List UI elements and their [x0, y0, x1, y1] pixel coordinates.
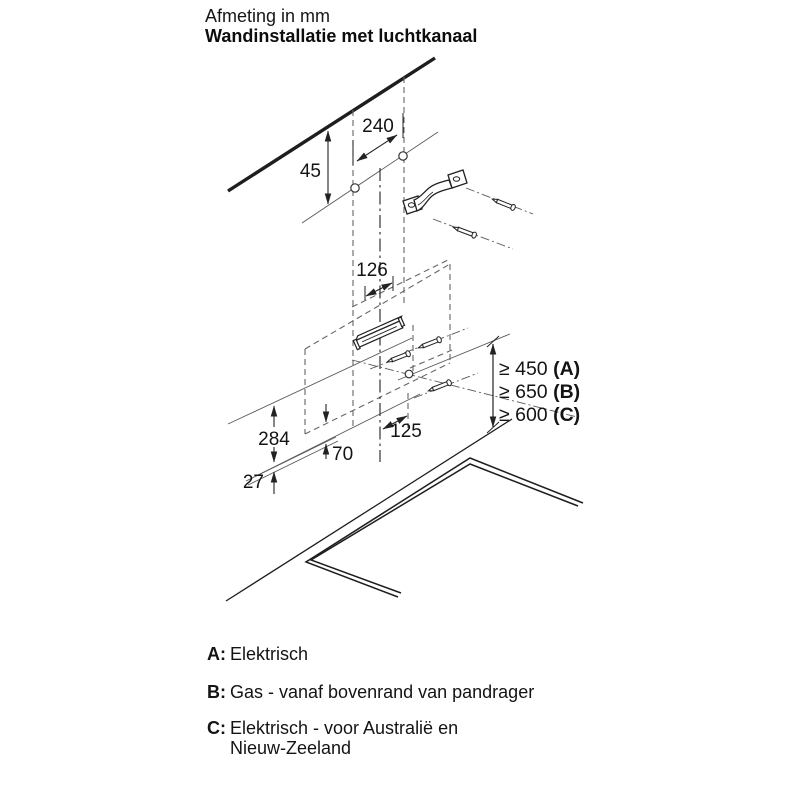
legend-item-b [207, 682, 534, 702]
legend-key-b: B: [207, 682, 226, 702]
screw-leaders-top [433, 188, 533, 249]
clearance-b: ≥ 650 (B) [499, 381, 581, 403]
dim-240 [353, 113, 403, 165]
legend-key-a: A: [207, 644, 226, 664]
page-title: Wandinstallatie met luchtkanaal [205, 26, 478, 46]
legend-text-c-line1: Elektrisch - voor Australië en [230, 718, 459, 738]
dim-125 [383, 416, 422, 442]
dim-27 [243, 472, 274, 494]
rail-hole [405, 370, 413, 378]
legend-text-c-line2: Nieuw-Zeeland [230, 738, 352, 758]
screw-top-lower [452, 224, 477, 238]
screw-mid-upper [417, 336, 442, 351]
legend-item-c [207, 718, 458, 758]
dim-126-label: 126 [356, 260, 388, 281]
clearance-c: ≥ 600 (C) [499, 404, 581, 426]
screw-mid-left [386, 350, 411, 365]
wall-hole-right [399, 152, 407, 160]
dim-284 [258, 406, 290, 462]
dim-70-label: 70 [332, 444, 354, 465]
legend-text-b: Gas - vanaf bovenrand van pandrager [230, 682, 535, 702]
dim-284-label: 284 [258, 429, 290, 450]
screw-top-right [491, 196, 516, 211]
dim-45-label: 45 [299, 161, 321, 182]
dim-126 [356, 260, 393, 300]
countertop-corner [306, 458, 583, 597]
legend-text-a: Elektrisch [230, 644, 309, 664]
mounting-bracket [403, 170, 467, 214]
dim-125-label: 125 [390, 421, 422, 442]
legend-key-c: C: [207, 718, 226, 738]
dimension-unit-note: Afmeting in mm [205, 6, 331, 26]
dim-240-label: 240 [362, 116, 394, 137]
legend-item-a [207, 644, 308, 664]
dim-27-label: 27 [242, 472, 264, 493]
clearance-a: ≥ 450 (A) [499, 358, 581, 380]
dim-clearance [487, 336, 580, 433]
wall-hole-left [351, 184, 359, 192]
